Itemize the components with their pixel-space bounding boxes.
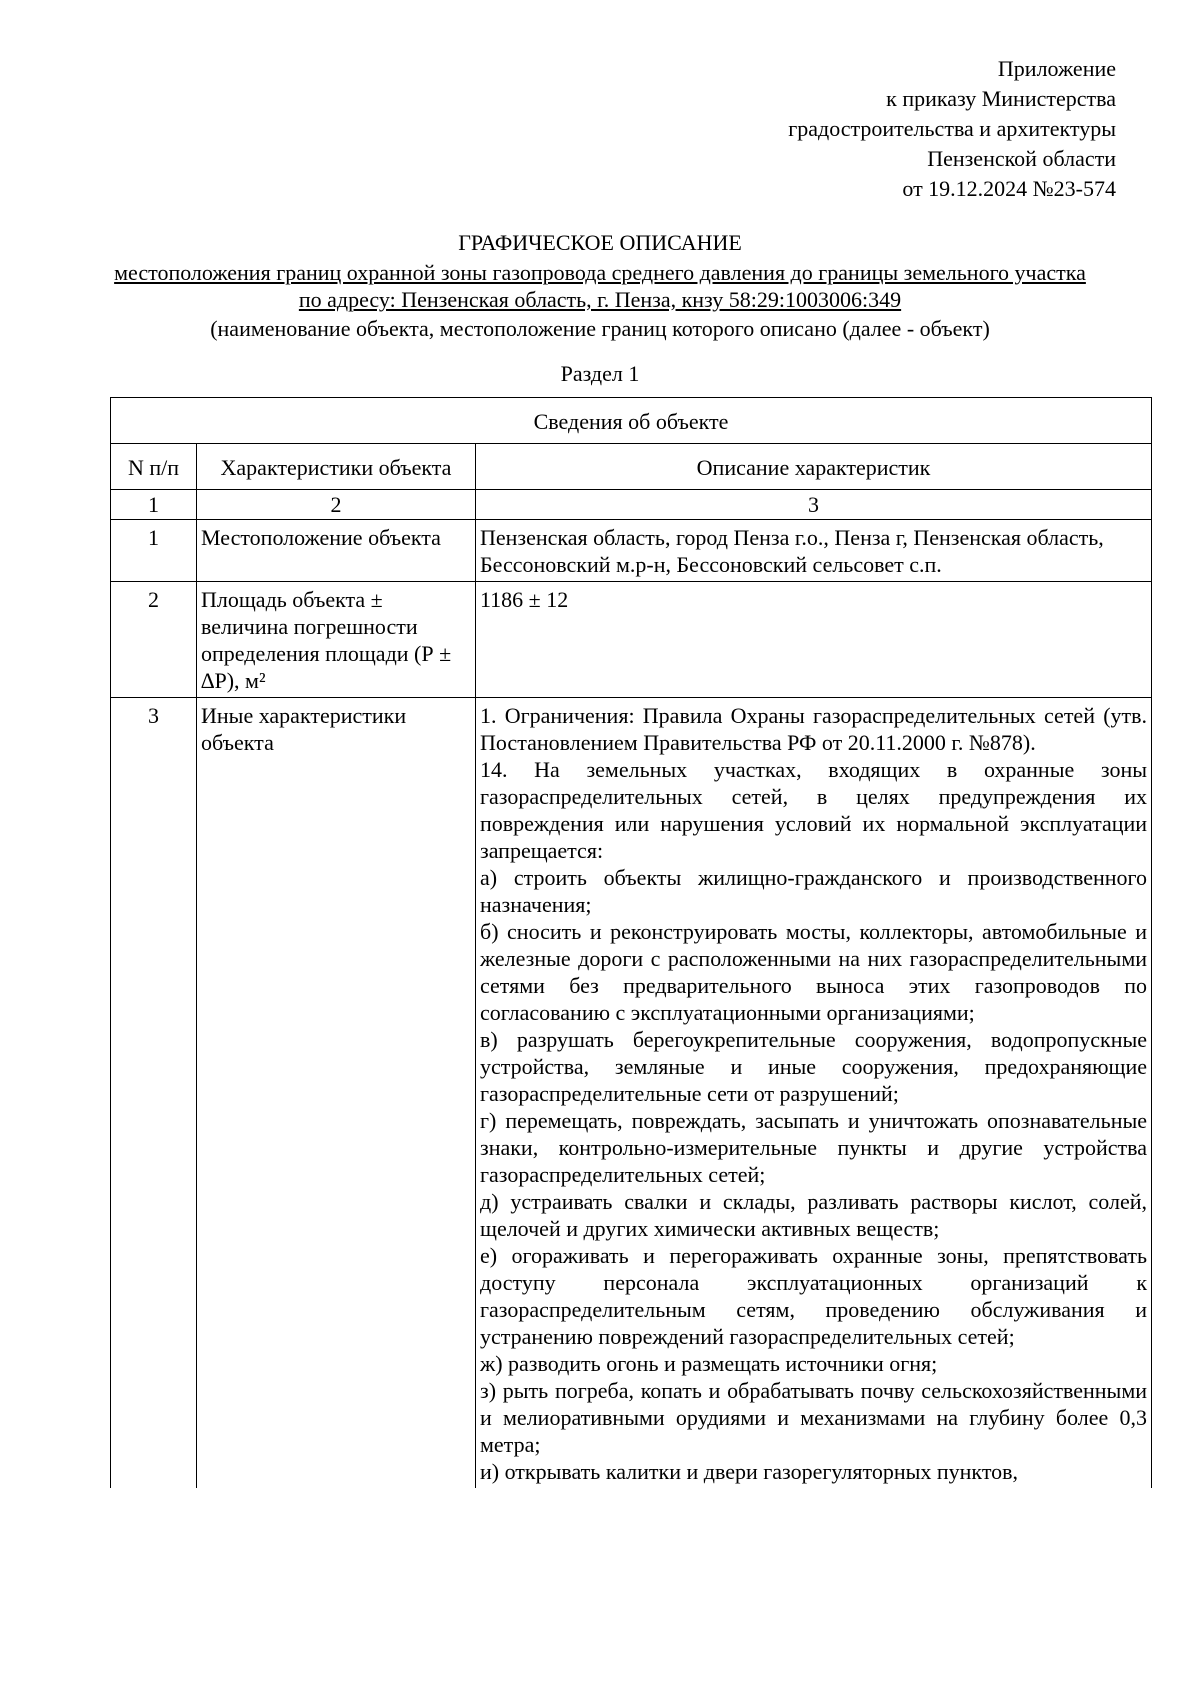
- description-paragraph: 14. На земельных участках, входящих в охранные зоны газораспределительных сетей, в целях предупреждения их повреждения или нарушения условий их нормальной эксплуатации запрещается:: [480, 757, 1148, 863]
- table-row: [111, 520, 1152, 582]
- document-subject: местоположения границ охранной зоны газопровода среднего давления до границы земельного участка по адресу: Пензенская область, г. Пенза, кнзу 58:29:1003006:349: [114, 260, 1086, 312]
- approval-header: [616, 54, 1116, 204]
- document-caption: (наименование объекта, местоположение границ которого описано (далее - объект): [210, 316, 990, 341]
- col-number: 1: [111, 490, 197, 520]
- row-characteristic: Местоположение объекта: [197, 520, 476, 582]
- row-num: 3: [111, 698, 197, 1489]
- row-description: [476, 698, 1152, 1489]
- description-paragraph: и) открывать калитки и двери газорегуляторных пунктов,: [480, 1459, 1019, 1484]
- column-number-row: [111, 490, 1152, 520]
- header-line: Пензенской области: [927, 146, 1116, 171]
- header-num: N п/п: [111, 444, 197, 490]
- object-info-table: [110, 397, 1152, 1488]
- row-num: 2: [111, 582, 197, 698]
- row-characteristic: Площадь объекта ± величина погрешности определения площади (Р ± ∆Р), м²: [197, 582, 476, 698]
- description-paragraph: 1. Ограничения: Правила Охраны газораспределительных сетей (утв. Постановлением Правительства РФ от 20.11.2000 г. №878).: [480, 703, 1148, 755]
- description-paragraph: ж) разводить огонь и размещать источники огня;: [480, 1351, 938, 1376]
- header-line: к приказу Министерства: [886, 86, 1116, 111]
- document-title: ГРАФИЧЕСКОЕ ОПИСАНИЕ: [458, 230, 742, 255]
- table-row: [111, 698, 1152, 1489]
- table-row: [111, 582, 1152, 698]
- col-number: 3: [476, 490, 1152, 520]
- description-paragraph: а) строить объекты жилищно-гражданского и производственного назначения;: [480, 865, 1148, 917]
- table-header-row: [111, 444, 1152, 490]
- description-paragraph: в) разрушать берегоукрепительные сооружения, водопропускные устройства, земляные и иные сооружения, предохраняющие газораспределительные сети от разрушений;: [480, 1027, 1148, 1106]
- description-paragraph: г) перемещать, повреждать, засыпать и уничтожать опознавательные знаки, контрольно-измерительные пункты и другие устройства газораспределительных сетей;: [480, 1108, 1148, 1187]
- col-number: 2: [197, 490, 476, 520]
- row-description: 1186 ± 12: [476, 582, 1152, 698]
- row-num: 1: [111, 520, 197, 582]
- description-paragraph: е) огораживать и перегораживать охранные зоны, препятствовать доступу персонала эксплуатационных организаций к газораспределительным сетям, проведению обслуживания и устранению повреждений газораспределительных сетей;: [480, 1243, 1148, 1349]
- header-line: градостроительства и архитектуры: [788, 116, 1116, 141]
- title-block: [100, 228, 1100, 343]
- description-paragraph: д) устраивать свалки и склады, разливать растворы кислот, солей, щелочей и других химически активных веществ;: [480, 1189, 1148, 1241]
- row-description: Пензенская область, город Пенза г.о., Пенза г, Пензенская область, Бессоновский м.р-н, Бессоновский сельсовет с.п.: [476, 520, 1152, 582]
- table-caption: Сведения об объекте: [111, 398, 1152, 444]
- description-paragraph: з) рыть погреба, копать и обрабатывать почву сельскохозяйственными и мелиоративными орудиями и механизмами на глубину более 0,3 метра;: [480, 1378, 1148, 1457]
- header-line: от 19.12.2024 №23-574: [902, 176, 1116, 201]
- description-paragraph: б) сносить и реконструировать мосты, коллекторы, автомобильные и железные дороги с расположенными на них газораспределительными сетями без предварительного выноса этих газопроводов по согласованию с эксплуатационными организациями;: [480, 919, 1148, 1025]
- header-line: Приложение: [997, 56, 1116, 81]
- header-description: Описание характеристик: [476, 444, 1152, 490]
- header-characteristic: Характеристики объекта: [197, 444, 476, 490]
- row-characteristic: Иные характеристики объекта: [197, 698, 476, 1489]
- section-label: Раздел 1: [560, 361, 640, 386]
- table-caption-row: [111, 398, 1152, 444]
